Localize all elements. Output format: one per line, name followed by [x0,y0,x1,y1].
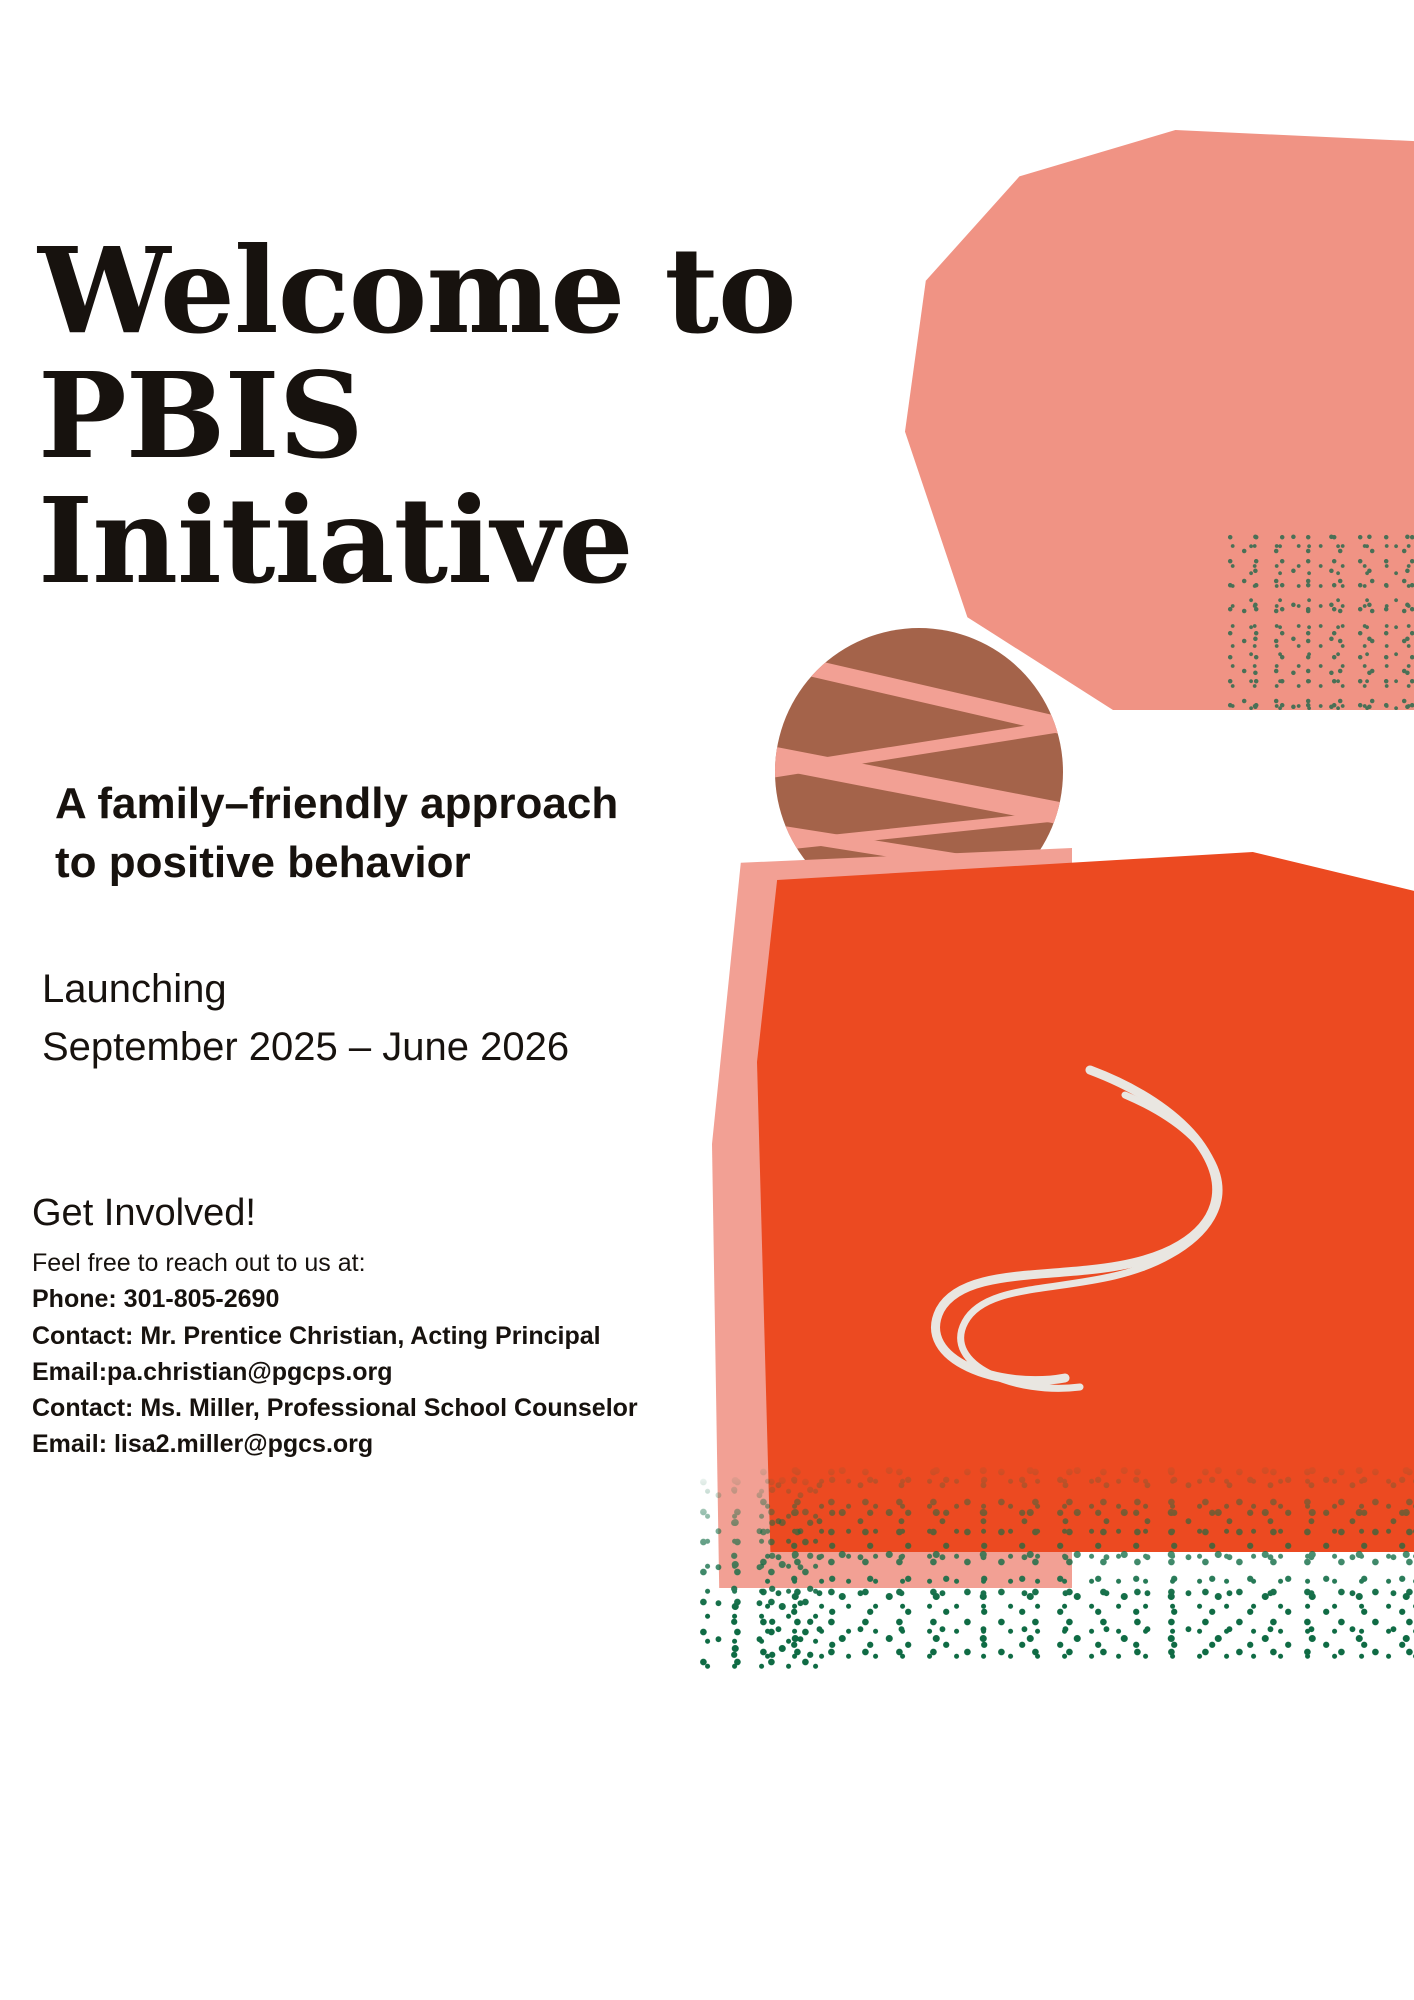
contact-block [32,1245,712,1463]
get-involved-heading: Get Involved! [32,1192,256,1234]
contact-principal-email: Email:pa.christian@pgcps.org [32,1357,393,1386]
launch-block [42,960,722,1076]
contact-phone: Phone: 301-805-2690 [32,1285,280,1314]
page-title [38,221,968,611]
launch-dates: September 2025 – June 2026 [42,1025,570,1069]
contact-principal-name: Contact: Mr. Prentice Christian, Acting Principal [32,1321,601,1350]
subheading-line-2: to positive behavior [55,837,471,887]
headline-line-2: PBIS Initiative [38,346,633,611]
contact-intro: Feel free to reach out to us at: [32,1249,366,1277]
subheading-line-1: A family–friendly approach [55,779,619,828]
headline-line-1: Welcome to [38,221,796,360]
launch-label: Launching [42,967,227,1011]
subheading [55,775,695,892]
contact-counselor-email: Email: lisa2.miller@pgcs.org [32,1430,374,1459]
contact-counselor-name: Contact: Ms. Miller, Professional School Counselor [32,1394,638,1422]
